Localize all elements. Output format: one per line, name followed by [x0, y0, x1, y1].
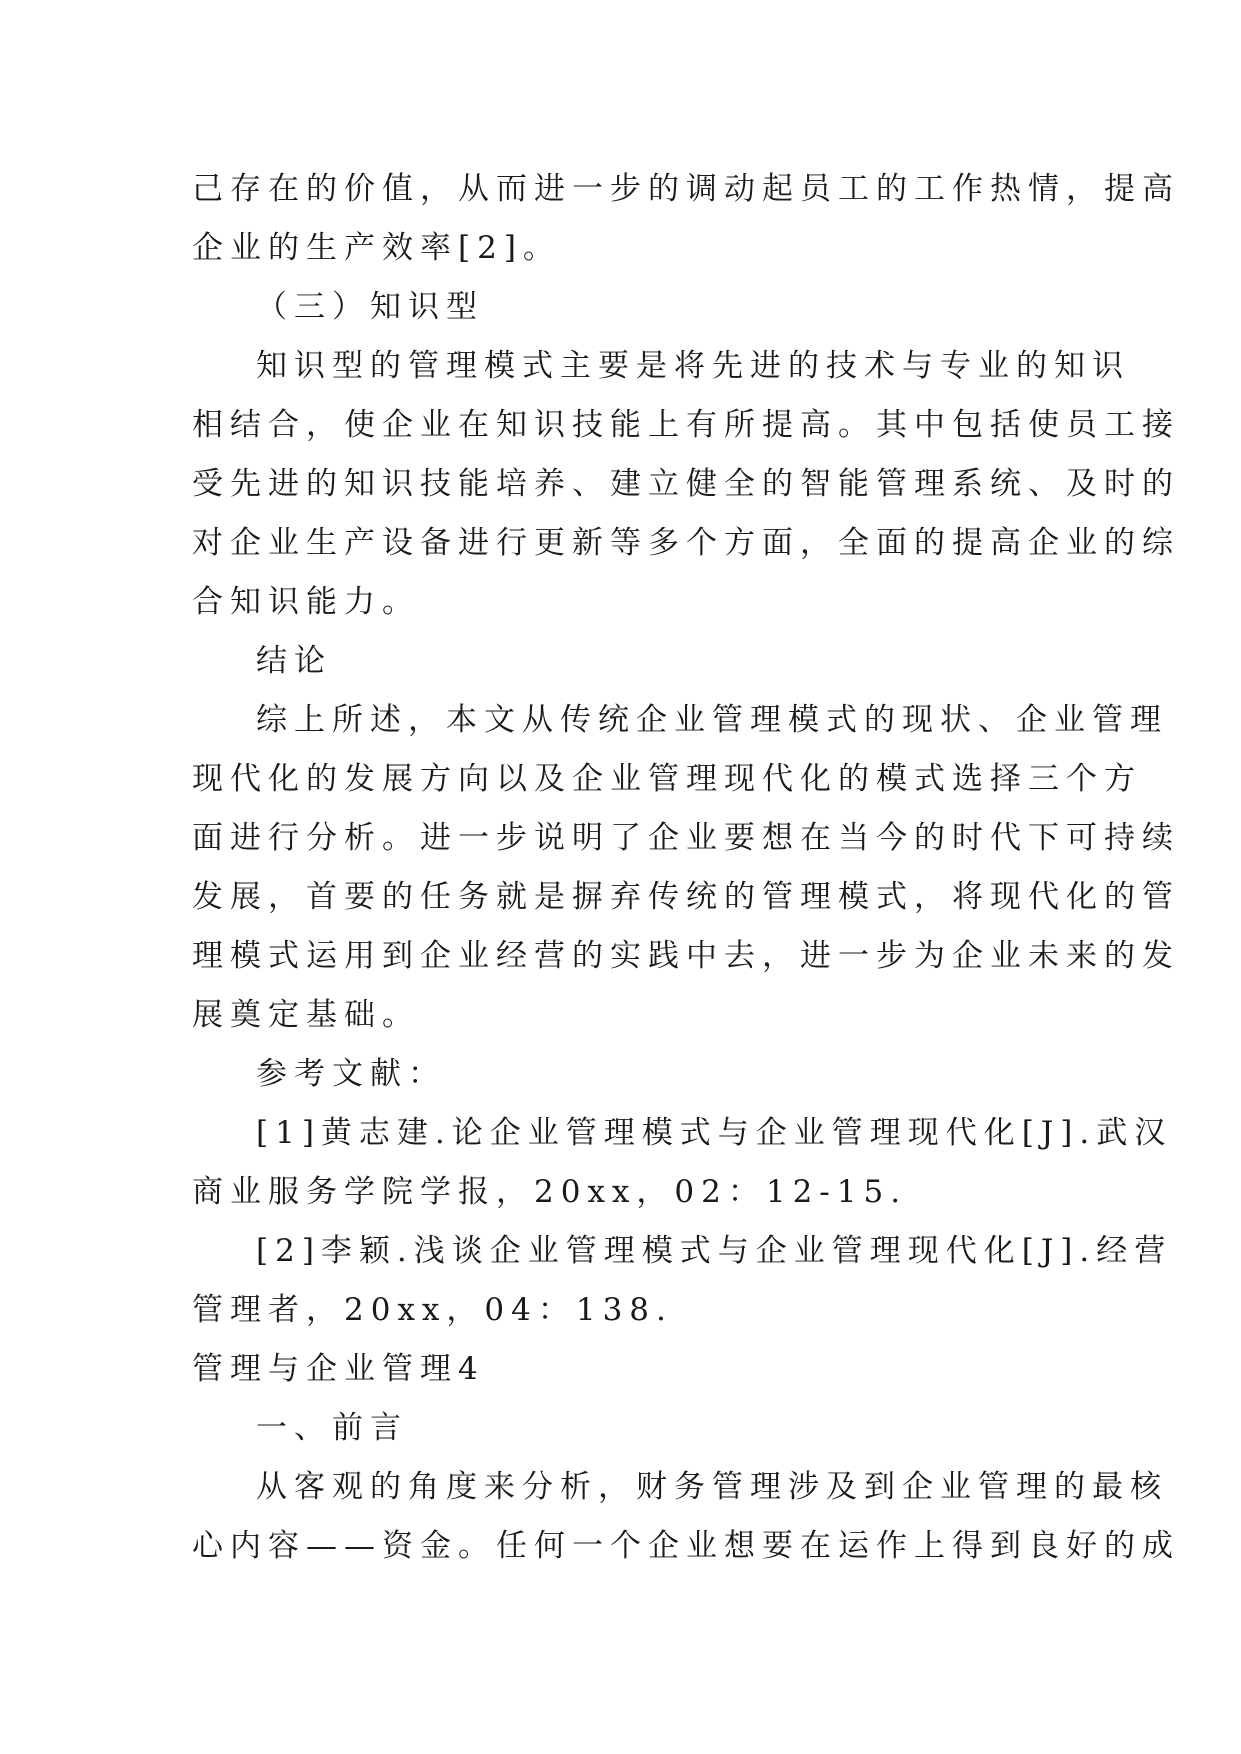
- text-line-7: 对企业生产设备进行更新等多个方面，全面的提高企业的综: [192, 525, 1180, 561]
- section-heading-references: 参考文献：: [256, 1056, 446, 1092]
- text-line-8: 合知识能力。: [192, 584, 420, 620]
- text-line-2: 企业的生产效率[2]。: [192, 230, 561, 266]
- text-line-11: 现代化的发展方向以及企业管理现代化的模式选择三个方: [192, 761, 1142, 797]
- text-line-6: 受先进的知识技能培养、建立健全的智能管理系统、及时的: [192, 466, 1180, 502]
- text-line-12: 面进行分析。进一步说明了企业要想在当今的时代下可持续: [192, 820, 1180, 856]
- reference-1-line-2: 商业服务学院学报，20xx，02：12-15.: [192, 1174, 908, 1210]
- text-line-4: 知识型的管理模式主要是将先进的技术与专业的知识: [256, 348, 1130, 384]
- article-title: 管理与企业管理4: [192, 1351, 485, 1387]
- text-line-23: 从客观的角度来分析，财务管理涉及到企业管理的最核: [256, 1469, 1168, 1505]
- section-heading-preface: 一、前言: [256, 1410, 408, 1446]
- reference-1-line-1: [1]黄志建.论企业管理模式与企业管理现代化[J].武汉: [256, 1115, 1173, 1151]
- section-heading-knowledge: （三）知识型: [256, 289, 484, 325]
- reference-2-line-1: [2]李颖.浅谈企业管理模式与企业管理现代化[J].经营: [256, 1233, 1173, 1269]
- section-heading-conclusion: 结论: [256, 643, 332, 679]
- reference-2-line-2: 管理者，20xx，04：138.: [192, 1292, 673, 1328]
- text-line-10: 综上所述，本文从传统企业管理模式的现状、企业管理: [256, 702, 1168, 738]
- text-line-24: 心内容——资金。任何一个企业想要在运作上得到良好的成: [192, 1528, 1180, 1564]
- text-line-13: 发展，首要的任务就是摒弃传统的管理模式，将现代化的管: [192, 879, 1180, 915]
- text-line-15: 展奠定基础。: [192, 997, 420, 1033]
- text-line-14: 理模式运用到企业经营的实践中去，进一步为企业未来的发: [192, 938, 1180, 974]
- text-line-5: 相结合，使企业在知识技能上有所提高。其中包括使员工接: [192, 407, 1180, 443]
- document-body: [192, 160, 1180, 1576]
- text-line-1: 己存在的价值，从而进一步的调动起员工的工作热情，提高: [192, 171, 1180, 207]
